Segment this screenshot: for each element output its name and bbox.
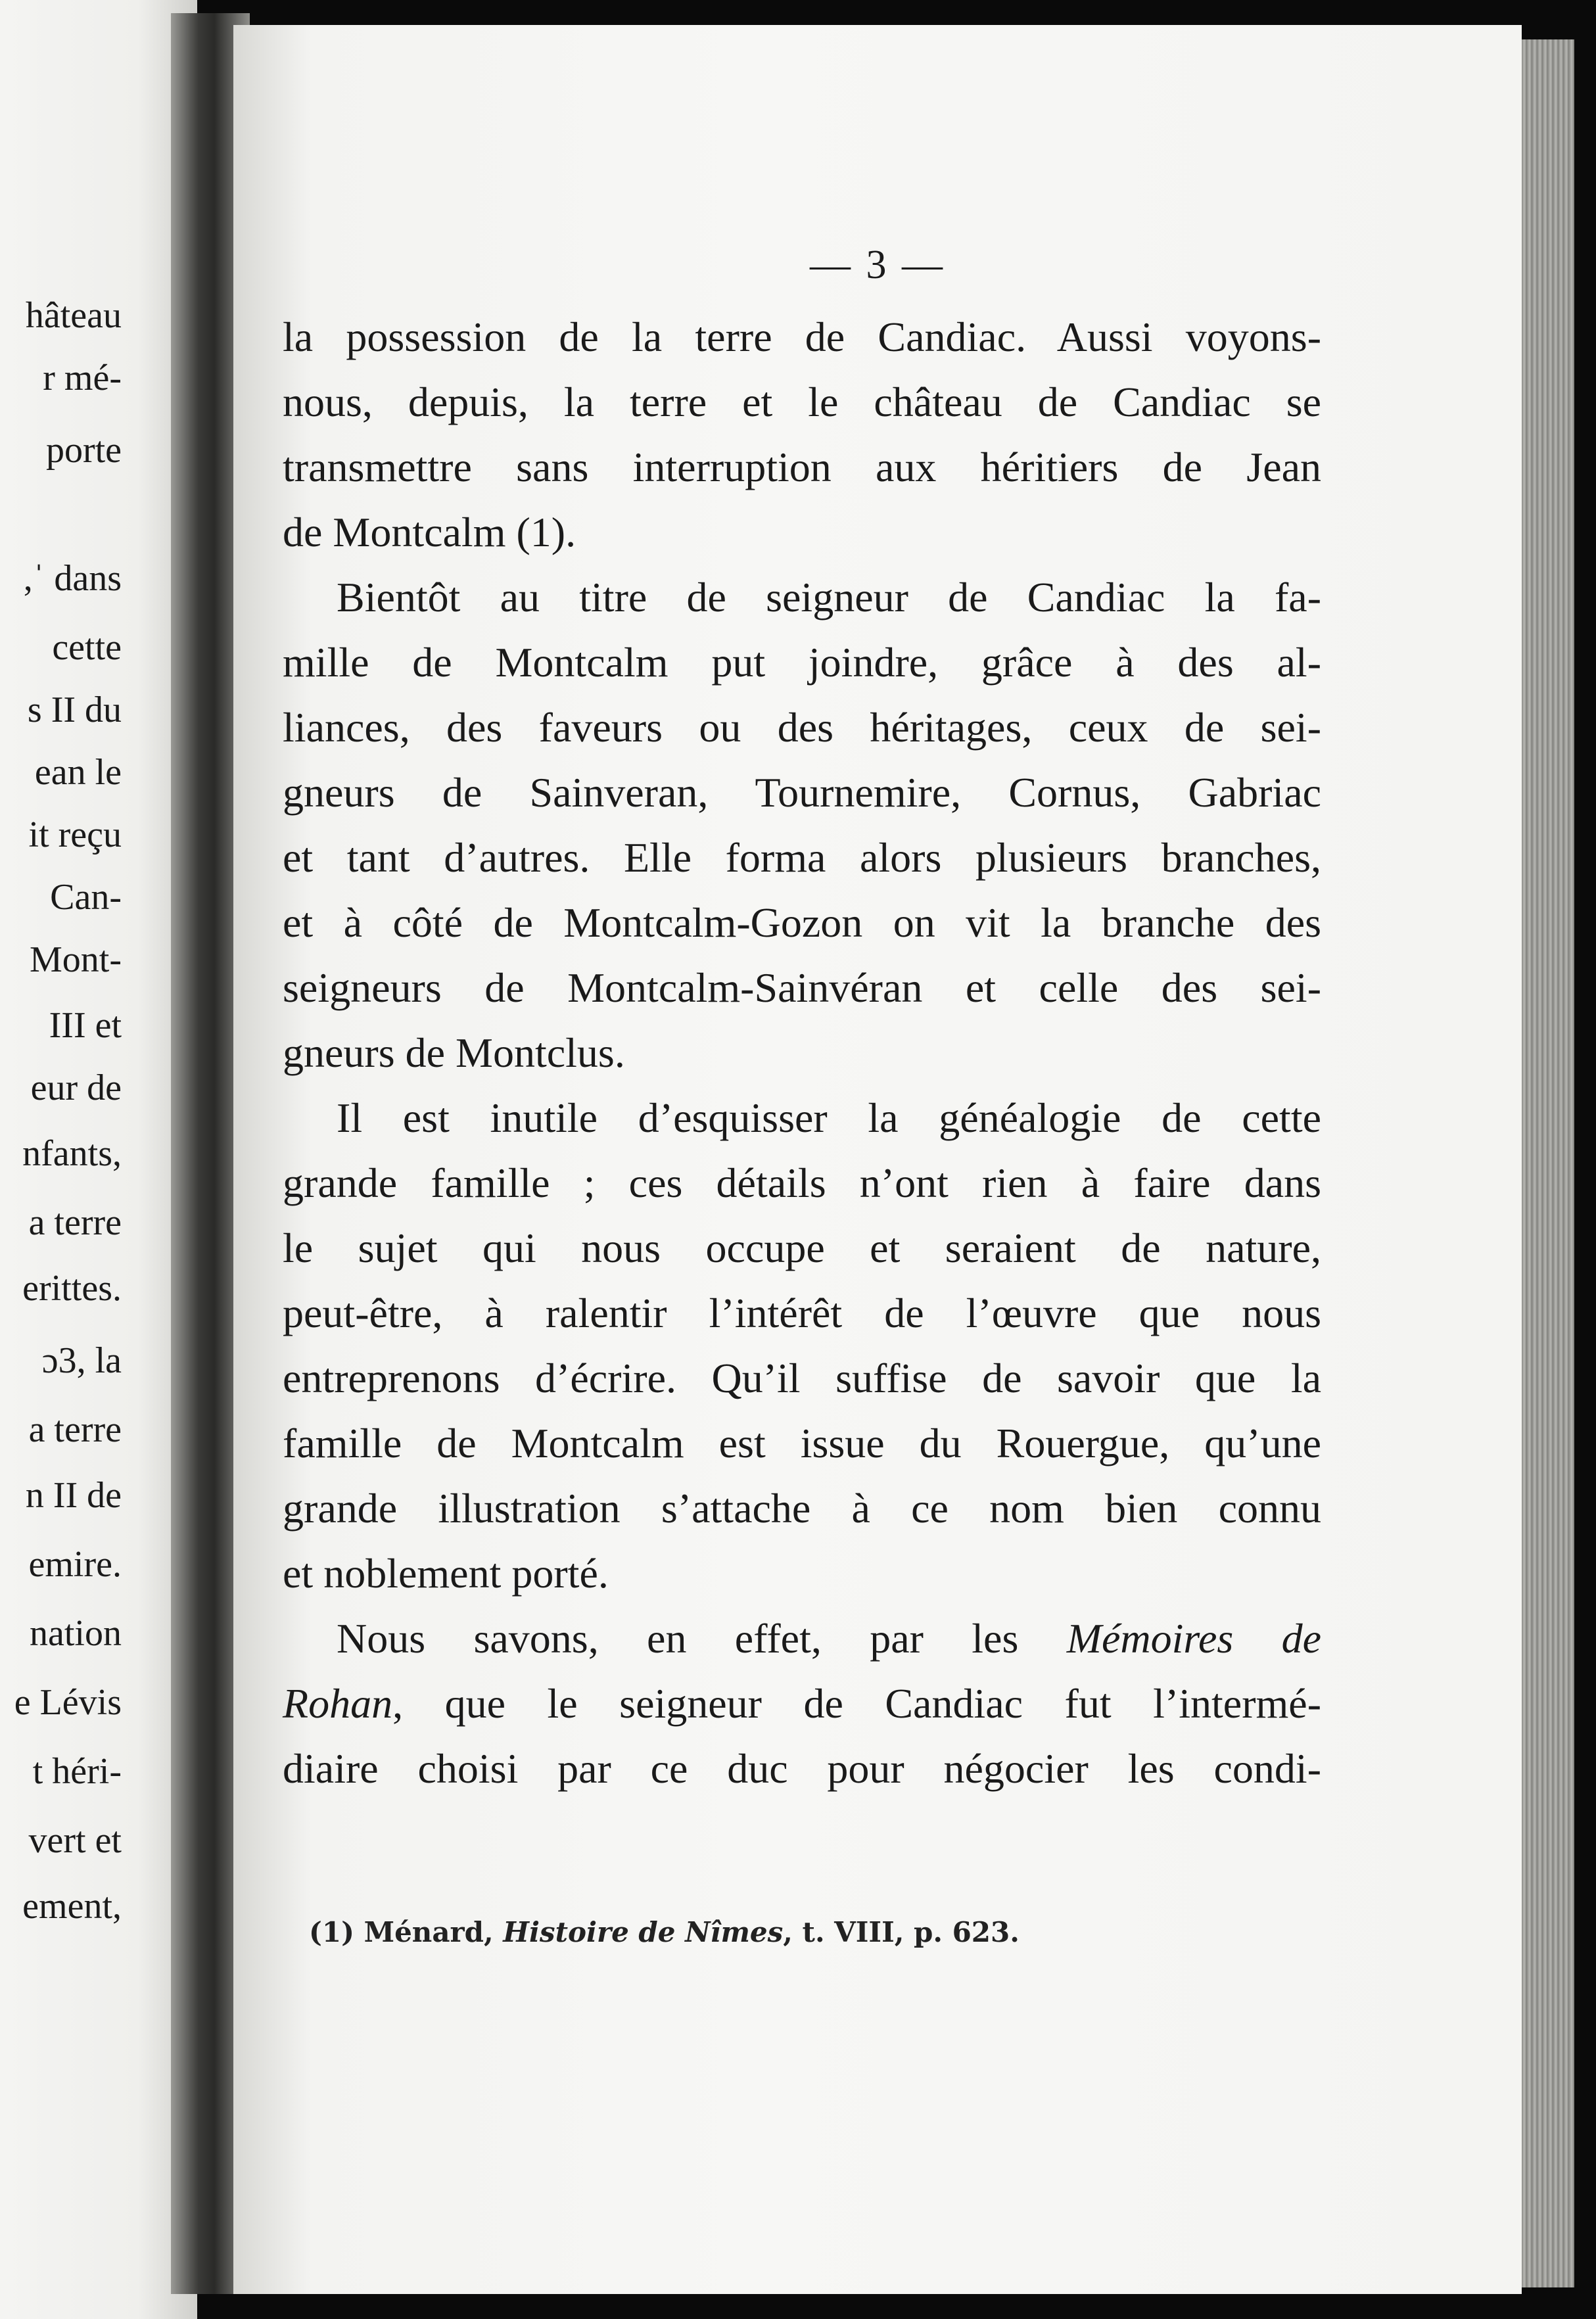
facing-page-line: t héri- [32, 1751, 122, 1792]
facing-page-line: ,ˈ dans [23, 558, 122, 599]
text-line: la possession de la terre de Candiac. Aussi voyons- [283, 314, 1321, 360]
text-line: gneurs de Montclus. [283, 1029, 625, 1076]
text-line: diaire choisi par ce duc pour négocier les condi- [283, 1745, 1321, 1792]
facing-page-line: porte [45, 430, 122, 471]
book-page [233, 25, 1522, 2294]
text-line: de Montcalm (1). [283, 509, 576, 555]
facing-page-line: vert et [28, 1820, 122, 1861]
footnote-title: Histoire de Nîmes [503, 1916, 784, 1948]
facing-page-line: a terre [28, 1409, 122, 1450]
page-edges [1522, 39, 1574, 2287]
italic-title: Rohan [283, 1680, 393, 1727]
facing-page-line: nation [30, 1613, 122, 1654]
facing-page-line: it reçu [28, 814, 122, 855]
footnote [309, 1916, 1020, 1948]
italic-title: Mémoires de [1066, 1615, 1321, 1662]
facing-page-line: ɔ3, la [41, 1340, 122, 1381]
facing-page-line: III et [49, 1005, 122, 1046]
text-line: et à côté de Montcalm-Gozon on vit la branche des [283, 899, 1321, 946]
facing-page-line: s II du [27, 690, 122, 730]
footnote-text: (1) Ménard, [309, 1916, 504, 1948]
text-line [283, 1606, 1321, 1671]
facing-page-line: erittes. [22, 1268, 122, 1309]
facing-page-line: r mé- [43, 358, 122, 398]
facing-page-line: e Lévis [14, 1682, 122, 1723]
facing-page-line: a terre [28, 1202, 122, 1243]
text-line: transmettre sans interruption aux héritiers de Jean [283, 444, 1321, 490]
text-line [283, 1671, 1321, 1736]
text-line: grande famille ; ces détails n’ont rien à faire dans [283, 1160, 1321, 1206]
text-line: Bientôt au titre de seigneur de Candiac la fa- [337, 574, 1321, 621]
text-line: et noblement porté. [283, 1550, 609, 1597]
text-line: entreprenons d’écrire. Qu’il suffise de savoir que la [283, 1355, 1321, 1401]
facing-page-line: nfants, [22, 1133, 122, 1174]
facing-page-line: Can- [50, 877, 122, 918]
facing-page-line: eur de [30, 1067, 122, 1108]
facing-page-line: ement, [22, 1886, 122, 1927]
facing-page [0, 0, 197, 2319]
text-line: Il est inutile d’esquisser la généalogie de cette [337, 1094, 1321, 1141]
facing-page-line: ean le [34, 752, 122, 793]
facing-page-line: cette [52, 627, 122, 668]
text-line: seigneurs de Montcalm-Sainvéran et celle des sei- [283, 964, 1321, 1011]
facing-page-line: Mont- [30, 939, 122, 980]
text-segment: , que le seigneur de Candiac fut l’intermé- [392, 1680, 1321, 1727]
text-line: liances, des faveurs ou des héritages, ceux de sei- [283, 704, 1321, 751]
page-body [283, 304, 1321, 1801]
text-line: gneurs de Sainveran, Tournemire, Cornus, Gabriac [283, 769, 1321, 816]
facing-page-line: emire. [28, 1544, 122, 1585]
facing-page-line: hâteau [25, 295, 122, 336]
text-line: famille de Montcalm est issue du Rouergue, qu’une [283, 1420, 1321, 1466]
text-line: et tant d’autres. Elle forma alors plusieurs branches, [283, 834, 1321, 881]
facing-page-line: n II de [25, 1475, 122, 1516]
text-line: peut-être, à ralentir l’intérêt de l’œuvre que nous [283, 1290, 1321, 1336]
page-number: — 3 — [810, 243, 945, 287]
text-segment: Nous savons, en effet, par les [337, 1615, 1067, 1662]
footnote-text: , t. VIII, p. 623. [783, 1916, 1020, 1948]
text-line: grande illustration s’attache à ce nom bien connu [283, 1485, 1321, 1532]
text-line: mille de Montcalm put joindre, grâce à des al- [283, 639, 1321, 686]
text-line: le sujet qui nous occupe et seraient de nature, [283, 1225, 1321, 1271]
text-line: nous, depuis, la terre et le château de Candiac se [283, 379, 1321, 425]
